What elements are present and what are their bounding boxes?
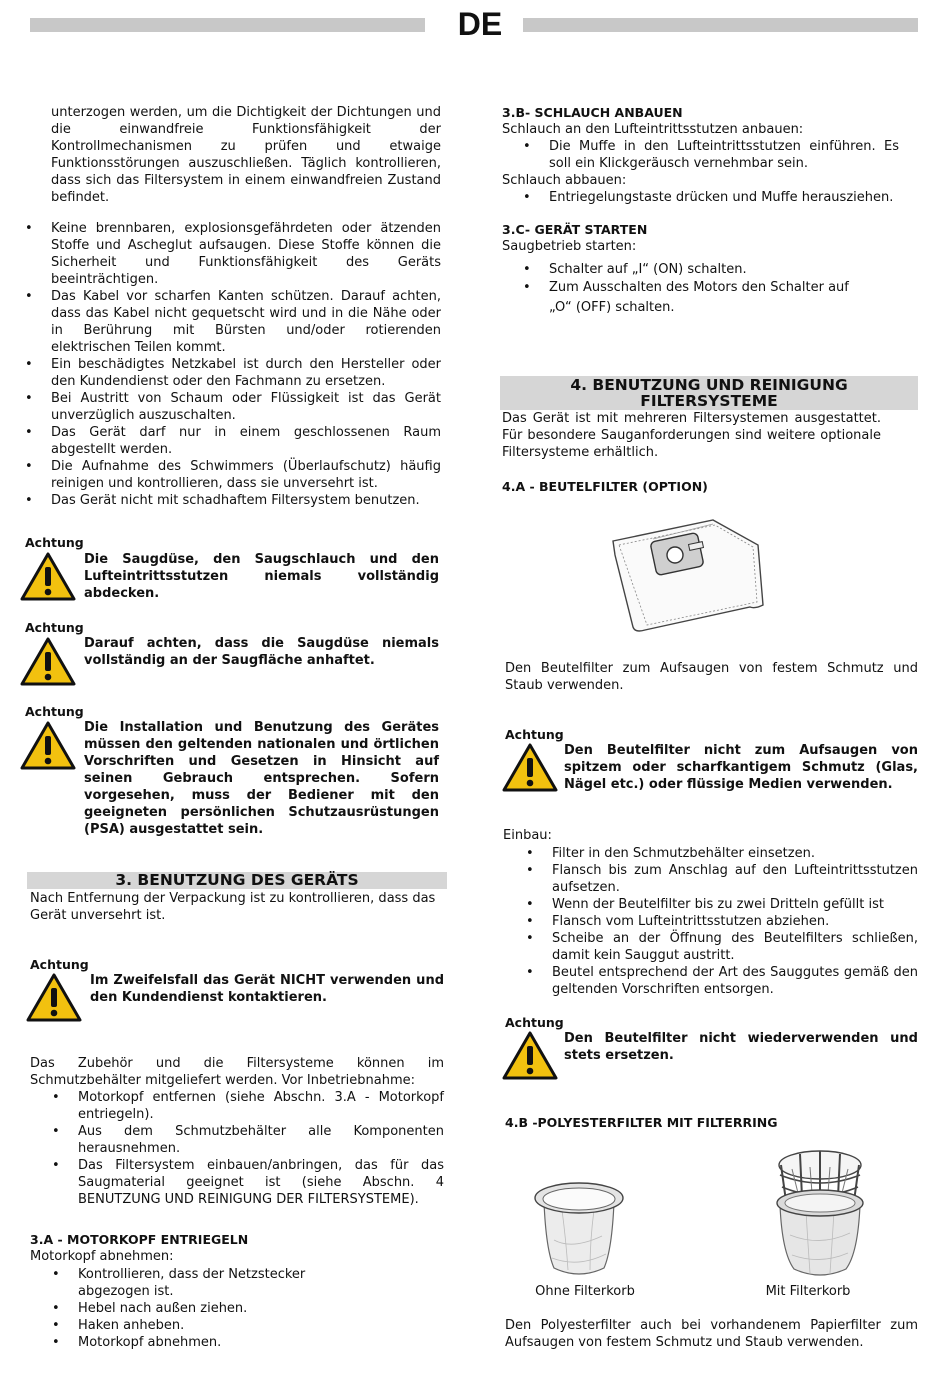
list-item: • Aus dem Schmutzbehälter alle Komponenten herausnehmen. <box>52 1123 444 1157</box>
install-list <box>526 845 918 998</box>
list-item: • Das Gerät darf nur in einem geschlossenen Raum abgestellt werden. <box>25 424 441 458</box>
intro-paragraph: unterzogen werden, um die Dichtigkeit der Dichtungen und die einwandfreie Funktionsfähigkeit der Kontrollmechanismen zu prüfen und etwaige Funktionsstörungen auszuschließen. Täglich kontrollieren, dass sich das Filtersystem in einem einwandfreien Zustand befindet. <box>51 105 441 205</box>
section-4a-title: 4.A - BEUTELFILTER (OPTION) <box>502 479 708 494</box>
list-item: • Bei Austritt von Schaum oder Flüssigkeit ist das Gerät unverzüglich auszuschalten. <box>25 390 441 424</box>
warning-triangle-icon <box>502 1031 558 1080</box>
section-3c-off-text: „O“ (OFF) schalten. <box>549 300 675 315</box>
polyester-filter-image <box>532 1180 626 1285</box>
list-item: • Flansch vom Lufteintrittsstutzen abziehen. <box>526 913 918 930</box>
warning-triangle-icon <box>26 973 82 1022</box>
section-3c-list <box>523 261 853 296</box>
warning-text: Die Installation und Benutzung des Gerätes müssen den geltenden nationalen und örtlichen Vorschriften und Gesetzen in Hinsicht auf seinen Gebrauch entsprechen. Sofern vorgesehen, muss der Bediener mit den geeigneten persönlichen Schutzausrüstungen (PSA) ausgestattet sein. <box>84 720 439 837</box>
section-4-title-line-2: FILTERSYSTEME <box>640 392 778 410</box>
list-item: • Die Aufnahme des Schwimmers (Überlaufschutz) häufig reinigen und kontrollieren, dass sie unversehrt ist. <box>25 458 441 492</box>
section-4b-title: 4.B -POLYESTERFILTER MIT FILTERRING <box>505 1115 778 1130</box>
list-item: • Die Muffe in den Lufteintrittsstutzen einführen. Es soll ein Klickgeräusch vernehmbar sein. <box>523 138 899 172</box>
section-3a-intro: Motorkopf abnehmen: <box>30 1249 174 1264</box>
section-3-intro: Nach Entfernung der Verpackung ist zu kontrollieren, dass das Gerät unversehrt ist. <box>30 891 436 923</box>
warning-text: Den Beutelfilter nicht wiederverwenden und stets ersetzen. <box>564 1031 918 1063</box>
warning-triangle-icon <box>502 743 558 792</box>
safety-list <box>25 220 441 509</box>
list-item: • Das Gerät nicht mit schadhaftem Filtersystem benutzen. <box>25 492 441 509</box>
section-3b-list-1 <box>523 138 899 172</box>
warning-triangle-icon <box>20 721 76 770</box>
list-item: • Flansch bis zum Anschlag auf den Lufteintrittsstutzen aufsetzen. <box>526 862 918 896</box>
list-item: • Haken anheben. <box>52 1317 372 1334</box>
list-item: • Filter in den Schmutzbehälter einsetzen. <box>526 845 918 862</box>
section-3b-list-2 <box>523 189 899 206</box>
bag-filter-image <box>605 515 765 640</box>
list-item: • Entriegelungstaste drücken und Muffe herausziehen. <box>523 189 899 206</box>
caption-with-basket: Mit Filterkorb <box>765 1284 851 1299</box>
accessories-list <box>52 1089 444 1208</box>
warning-label: Achtung <box>25 620 84 635</box>
warning-label: Achtung <box>505 727 564 742</box>
warning-text: Im Zweifelsfall das Gerät NICHT verwenden und den Kundendienst kontaktieren. <box>90 973 444 1005</box>
caption-without-basket: Ohne Filterkorb <box>535 1284 635 1299</box>
list-item: • Keine brennbaren, explosionsgefährdeten oder ätzenden Stoffe und Ascheglut aufsaugen. Diese Stoffe können die Sicherheit und Funktionsfähigkeit des Geräts beeinträchtigen. <box>25 220 441 288</box>
section-4-title <box>500 376 918 410</box>
section-3c-title: 3.C- GERÄT STARTEN <box>502 222 648 237</box>
list-item: • Motorkopf abnehmen. <box>52 1334 372 1351</box>
section-3a-list <box>52 1266 372 1351</box>
filter-basket-image <box>770 1145 870 1286</box>
list-item: • Ein beschädigtes Netzkabel ist durch den Hersteller oder den Kundendienst oder den Fachmann zu ersetzen. <box>25 356 441 390</box>
list-item: • Motorkopf entfernen (siehe Abschn. 3.A - Motorkopf entriegeln). <box>52 1089 444 1123</box>
accessories-paragraph: Das Zubehör und die Filtersysteme können im Schmutzbehälter mitgeliefert werden. Vor Inbetriebnahme: <box>30 1056 444 1088</box>
warning-label: Achtung <box>25 535 84 550</box>
warning-label: Achtung <box>505 1015 564 1030</box>
section-4-intro: Das Gerät ist mit mehreren Filtersystemen ausgestattet. Für besondere Sauganforderungen sind weitere optionale Filtersysteme erhältlich. <box>502 411 881 460</box>
list-item: • Schalter auf „I“ (ON) schalten. <box>523 261 853 278</box>
list-item: • Kontrollieren, dass der Netzstecker abgezogen ist. <box>52 1266 372 1300</box>
warning-text: Den Beutelfilter nicht zum Aufsaugen von spitzem oder scharfkantigem Schmutz (Glas, Nägel etc.) oder flüssige Medien verwenden. <box>564 743 918 792</box>
list-item: • Das Filtersystem einbauen/anbringen, das für das Saugmaterial geeignet ist (siehe Abschn. 4 BENUTZUNG UND REINIGUNG DER FILTERSYSTEME). <box>52 1157 444 1208</box>
list-item: • Das Kabel vor scharfen Kanten schützen. Darauf achten, dass das Kabel nicht gequetscht wird und in die Nähe oder in Berührung mit Bürsten und/oder rotierenden elektrischen Teilen kommt. <box>25 288 441 356</box>
warning-text: Darauf achten, dass die Saugdüse niemals vollständig an der Saugfläche anhaftet. <box>84 636 439 668</box>
warning-label: Achtung <box>30 957 89 972</box>
section-3c-intro: Saugbetrieb starten: <box>502 239 637 254</box>
warning-text: Die Saugdüse, den Saugschlauch und den Lufteintrittsstutzen niemals vollständig abdecken. <box>84 552 439 601</box>
list-item: • Scheibe an der Öffnung des Beutelfilters schließen, damit kein Sauggut austritt. <box>526 930 918 964</box>
list-item: • Wenn der Beutelfilter bis zu zwei Dritteln gefüllt ist <box>526 896 918 913</box>
section-3a-title: 3.A - MOTORKOPF ENTRIEGELN <box>30 1232 249 1247</box>
list-item: • Beutel entsprechend der Art des Sauggutes gemäß den geltenden Vorschriften entsorgen. <box>526 964 918 998</box>
install-title: Einbau: <box>503 828 552 843</box>
section-3b-remove: Schlauch abbauen: <box>502 173 627 188</box>
warning-triangle-icon <box>20 637 76 686</box>
section-3b-title: 3.B- SCHLAUCH ANBAUEN <box>502 105 683 120</box>
section-3-title: 3. BENUTZUNG DES GERÄTS <box>27 872 447 889</box>
header-bar-left <box>30 18 425 32</box>
section-3b-intro: Schlauch an den Lufteintrittsstutzen anbauen: <box>502 122 804 137</box>
section-4a-text: Den Beutelfilter zum Aufsaugen von festem Schmutz und Staub verwenden. <box>505 661 918 693</box>
section-4-title-line-1: 4. BENUTZUNG UND REINIGUNG <box>570 376 848 394</box>
section-4b-text: Den Polyesterfilter auch bei vorhandenem Papierfilter zum Aufsaugen von festem Schmutz und Staub verwenden. <box>505 1318 918 1350</box>
list-item: • Zum Ausschalten des Motors den Schalter auf <box>523 279 853 296</box>
warning-label: Achtung <box>25 704 84 719</box>
list-item: • Hebel nach außen ziehen. <box>52 1300 372 1317</box>
warning-triangle-icon <box>20 552 76 601</box>
language-code: DE <box>457 6 503 42</box>
header-bar-right <box>523 18 918 32</box>
